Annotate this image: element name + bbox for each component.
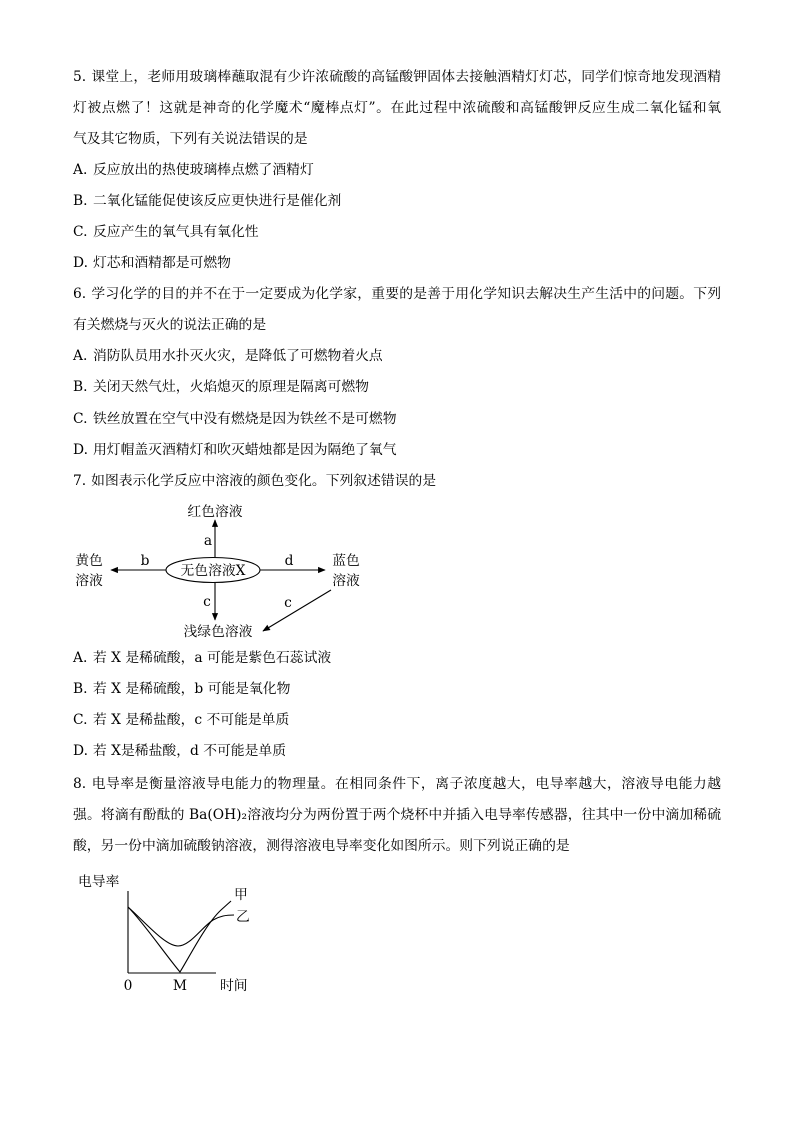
y-axis-label: 电导率 xyxy=(78,874,120,891)
question-7 xyxy=(73,466,721,767)
option-label: C. xyxy=(73,410,88,427)
option-label: B. xyxy=(73,192,88,209)
node-blue-solution-line-1: 蓝色 xyxy=(332,552,360,569)
stem-text: 如图表示化学反应中溶液的颜色变化。下列叙述错误的是 xyxy=(91,472,437,489)
question-7-option-d xyxy=(73,736,721,767)
option-label: A. xyxy=(73,649,88,666)
option-text: 二氧化锰能促使该反应更快进行是催化剂 xyxy=(93,192,342,209)
option-label: D. xyxy=(73,441,88,458)
question-6-option-c xyxy=(73,404,721,435)
stem-text: 学习化学的目的并不在于一定要成为化学家，重要的是善于用化学知识去解决生产生活中的问题。下列 xyxy=(91,286,721,303)
question-6-option-d xyxy=(73,435,721,466)
question-5-option-a xyxy=(73,155,721,186)
option-label: C. xyxy=(73,712,88,728)
arrow-label-d: d xyxy=(284,552,294,569)
option-text: 关闭天然气灶，火焰熄灭的原理是隔离可燃物 xyxy=(93,379,369,396)
option-text: 反应放出的热使玻璃棒点燃了酒精灯 xyxy=(93,161,314,178)
node-blue-solution-line-2: 溶液 xyxy=(332,572,360,589)
question-6 xyxy=(73,279,721,466)
option-label: A. xyxy=(73,161,88,178)
stem-text: 课堂上，老师用玻璃棒蘸取混有少许浓硫酸的高锰酸钾固体去接触酒精灯灯芯，同学们惊奇地发现酒精 xyxy=(91,68,721,85)
arrow-c-from-blue xyxy=(263,590,331,631)
question-8-stem-line-2: 强。将滴有酚酞的 Ba(OH)₂溶液均分为两份置于两个烧杯中并插入电导率传感器，往其中一份中滴加稀硫 xyxy=(73,807,721,824)
question-7-stem-line-1 xyxy=(73,466,721,497)
option-label: B. xyxy=(73,379,88,396)
question-8 xyxy=(73,769,721,1007)
question-5 xyxy=(73,62,721,280)
question-5-option-b xyxy=(73,186,721,217)
option-label: C. xyxy=(73,223,88,240)
question-6-stem-line-2: 有关燃烧与灭火的说法正确的是 xyxy=(73,317,267,334)
option-text: 铁丝放置在空气中没有燃烧是因为铁丝不是可燃物 xyxy=(93,410,397,427)
stem-text: 电导率是衡量溶液导电能力的物理量。在相同条件下，离子浓度越大，电导率越大，溶液导电能力越 xyxy=(91,776,721,793)
conductivity-figure-svg xyxy=(73,862,721,1007)
option-text: 若 X是稀盐酸，d 不可能是单质 xyxy=(93,743,286,760)
option-label: D. xyxy=(73,743,88,760)
arrow-label-c: c xyxy=(203,593,211,610)
arrow-label-c-from-blue: c xyxy=(284,594,292,611)
question-5-stem-line-2: 灯被点燃了！这就是神奇的化学魔术“魔棒点灯”。在此过程中浓硫酸和高锰酸钾反应生成二氧化锰和氧 xyxy=(73,99,721,116)
option-text: 反应产生的氧气具有氧化性 xyxy=(93,223,259,240)
option-label: A. xyxy=(73,348,88,365)
arrow-label-a: a xyxy=(203,532,213,549)
question-6-option-a xyxy=(73,341,721,372)
color-change-diagram-svg xyxy=(73,497,721,643)
option-label: D. xyxy=(73,255,88,272)
curve-label-jia: 甲 xyxy=(234,887,248,904)
color-change-diagram xyxy=(73,497,721,643)
question-number: 8. xyxy=(73,776,87,793)
option-text: 灯芯和酒精都是可燃物 xyxy=(93,255,231,272)
question-7-option-c xyxy=(73,705,721,736)
question-5-stem-line-1 xyxy=(73,62,721,93)
option-text: 若 X 是稀硫酸，b 可能是氧化物 xyxy=(93,680,291,697)
option-text: 若 X 是稀硫酸，a 可能是紫色石蕊试液 xyxy=(93,649,332,666)
node-red-solution: 红色溶液 xyxy=(187,503,243,520)
node-pale-green-solution: 浅绿色溶液 xyxy=(183,623,253,640)
question-7-option-a xyxy=(73,643,721,674)
x-axis-label: 时间 xyxy=(220,978,248,995)
option-text: 用灯帽盖灭酒精灯和吹灭蜡烛都是因为隔绝了氧气 xyxy=(93,441,397,458)
option-text: 若 X 是稀盐酸，c 不可能是单质 xyxy=(93,712,290,728)
arrow-label-b: b xyxy=(140,552,150,569)
question-number: 5. xyxy=(73,68,87,85)
question-number: 7. xyxy=(73,472,87,489)
origin-label: 0 xyxy=(123,978,133,995)
curve-label-yi: 乙 xyxy=(236,909,250,926)
option-label: B. xyxy=(73,680,88,697)
option-text: 消防队员用水扑灭火灾，是降低了可燃物着火点 xyxy=(93,348,383,365)
question-7-option-b xyxy=(73,674,721,705)
curve-jia xyxy=(128,901,231,972)
question-5-option-c xyxy=(73,217,721,248)
question-8-stem-line-3: 酸，另一份中滴加硫酸钠溶液，测得溶液电导率变化如图所示。则下列说正确的是 xyxy=(73,838,570,855)
question-5-option-d xyxy=(73,248,721,279)
node-yellow-solution-line-2: 溶液 xyxy=(75,572,103,589)
question-6-option-b xyxy=(73,372,721,403)
x-tick-m: M xyxy=(172,978,188,995)
question-6-stem-line-1 xyxy=(73,279,721,310)
exam-page-content xyxy=(73,62,721,1008)
conductivity-figure xyxy=(73,862,721,1007)
question-number: 6. xyxy=(73,286,87,303)
node-yellow-solution-line-1: 黄色 xyxy=(75,552,103,569)
node-colorless-solution-x: 无色溶液X xyxy=(180,562,246,579)
question-5-stem-line-3: 气及其它物质，下列有关说法错误的是 xyxy=(73,130,308,147)
question-8-stem-line-1 xyxy=(73,769,721,800)
